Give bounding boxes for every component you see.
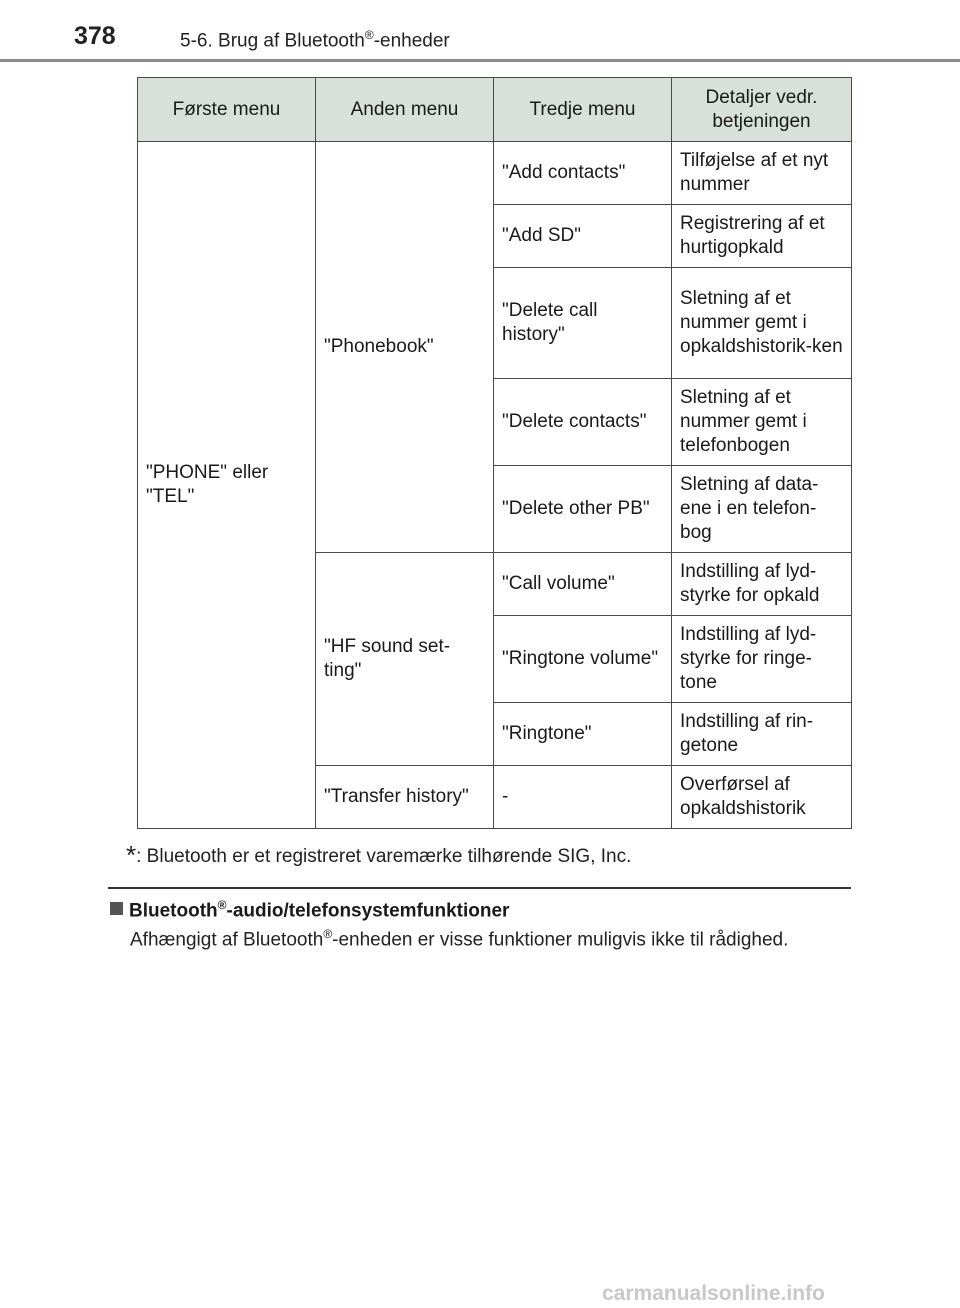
third-menu-cell: "Delete other PB" — [494, 466, 672, 553]
square-bullet-icon — [110, 902, 123, 915]
subsection-text: Afhængigt af Bluetooth®-enheden er visse funktioner muligvis ikke til rådighed. — [130, 927, 789, 951]
details-cell: Registrering af et hurtigopkald — [672, 205, 852, 268]
second-menu-cell: "Transfer history" — [316, 766, 494, 829]
third-menu-cell: "Delete contacts" — [494, 379, 672, 466]
footnote-marker: * — [126, 840, 137, 870]
second-menu-cell: "HF sound set-ting" — [316, 553, 494, 766]
details-cell: Sletning af data-ene i en telefon-bog — [672, 466, 852, 553]
details-cell: Tilføjelse af et nyt nummer — [672, 142, 852, 205]
details-cell: Indstilling af lyd-styrke for ringe-tone — [672, 616, 852, 703]
third-menu-cell: - — [494, 766, 672, 829]
third-menu-cell: "Add SD" — [494, 205, 672, 268]
details-cell: Sletning af et nummer gemt i telefonbogen — [672, 379, 852, 466]
details-cell: Overførsel af opkaldshistorik — [672, 766, 852, 829]
column-header: Detaljer vedr. betjeningen — [672, 78, 852, 142]
section-divider — [108, 887, 851, 889]
menu-table — [137, 77, 852, 829]
third-menu-cell: "Ringtone" — [494, 703, 672, 766]
first-menu-cell: "PHONE" eller "TEL" — [138, 142, 316, 829]
watermark: carmanualsonline.info — [602, 1282, 825, 1305]
details-cell: Indstilling af lyd-styrke for opkald — [672, 553, 852, 616]
column-header: Anden menu — [316, 78, 494, 142]
section-title: 5-6. Brug af Bluetooth®-enheder — [180, 28, 450, 52]
table-header-row — [138, 78, 852, 142]
third-menu-cell: "Call volume" — [494, 553, 672, 616]
footnote-text: : Bluetooth er et registreret varemærke tilhørende SIG, Inc. — [136, 846, 632, 867]
page-header — [0, 0, 960, 62]
details-cell: Indstilling af rin-getone — [672, 703, 852, 766]
details-cell: Sletning af et nummer gemt i opkaldshistorik-ken — [672, 268, 852, 379]
header-divider — [0, 59, 960, 62]
third-menu-cell: "Ringtone volume" — [494, 616, 672, 703]
table-row — [138, 142, 852, 205]
third-menu-cell: "Add contacts" — [494, 142, 672, 205]
second-menu-cell: "Phonebook" — [316, 142, 494, 553]
column-header: Første menu — [138, 78, 316, 142]
column-header: Tredje menu — [494, 78, 672, 142]
subsection-heading: Bluetooth®-audio/telefonsystemfunktioner — [110, 898, 509, 922]
third-menu-cell: "Delete call history" — [494, 268, 672, 379]
page-number: 378 — [74, 22, 116, 50]
footnote — [126, 840, 631, 871]
